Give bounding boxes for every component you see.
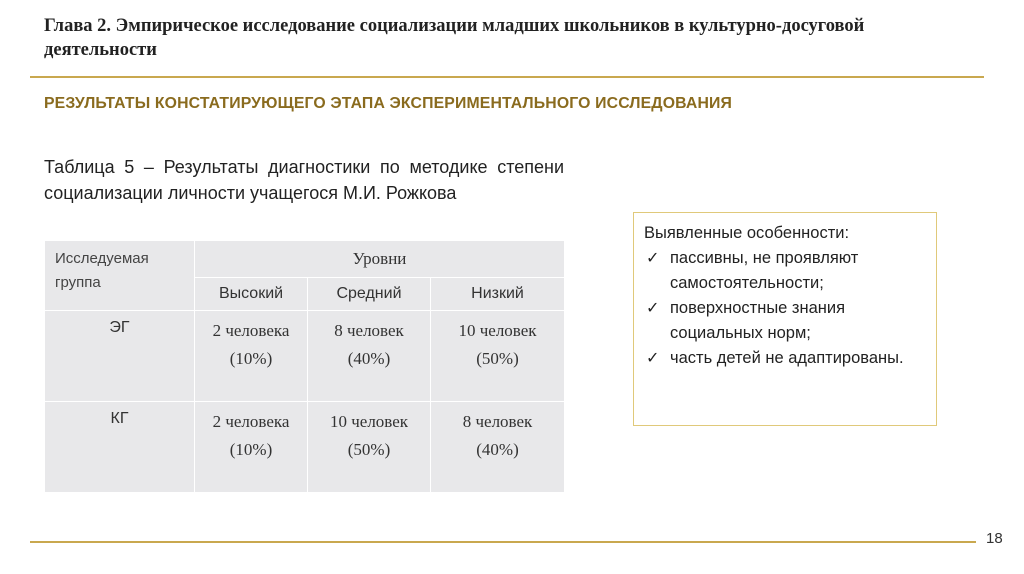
checkmark-icon: ✓ [646,350,660,367]
row-label-kg: КГ [45,402,195,493]
table-cell [308,402,431,493]
features-box [633,212,937,426]
header-group: Исследуемая группа [45,241,195,311]
header-levels: Уровни [195,241,565,278]
page-number: 18 [986,530,1003,547]
cell-count: 2 человека [212,321,290,340]
chapter-title: Глава 2. Эмпирическое исследование социализации младших школьников в культурно-досуговой деятельности [44,16,865,60]
cell-percent: (50%) [347,440,391,459]
table-cell [431,402,565,493]
results-table [44,240,565,493]
cell-percent: (10%) [229,440,273,459]
list-item [644,246,926,296]
features-list [644,246,926,371]
features-title: Выявленные особенности: [644,224,850,242]
cell-count: 8 человек [462,412,533,431]
cell-percent: (40%) [347,349,391,368]
section-heading: РЕЗУЛЬТАТЫ КОНСТАТИРУЮЩЕГО ЭТАПА ЭКСПЕРИМЕНТАЛЬНОГО ИССЛЕДОВАНИЯ [44,95,733,112]
header-level-low: Низкий [431,278,565,311]
table-cell [195,311,308,402]
table-cell [308,311,431,402]
table-row [45,402,565,493]
header-level-medium: Средний [308,278,431,311]
list-item [644,346,926,371]
cell-count: 10 человек [458,321,537,340]
table-row [45,311,565,402]
feature-text: поверхностные знания социальных норм; [670,299,846,342]
checkmark-icon: ✓ [646,250,660,267]
header-level-high: Высокий [195,278,308,311]
table-caption: Таблица 5 – Результаты диагностики по методике степени социализации личности учащегося М.И. Рожкова [44,157,564,203]
row-label-eg: ЭГ [45,311,195,402]
cell-count: 8 человек [334,321,404,340]
cell-percent: (40%) [476,440,519,459]
cell-percent: (50%) [476,349,519,368]
table-cell [195,402,308,493]
feature-text: часть детей не адаптированы. [670,349,904,367]
feature-text: пассивны, не проявляют самостоятельности; [670,249,859,292]
table-cell [431,311,565,402]
cell-count: 2 человека [212,412,290,431]
list-item [644,296,926,346]
bottom-divider [30,541,976,543]
cell-count: 10 человек [329,412,409,431]
cell-percent: (10%) [229,349,273,368]
top-divider [30,76,984,78]
checkmark-icon: ✓ [646,300,660,317]
